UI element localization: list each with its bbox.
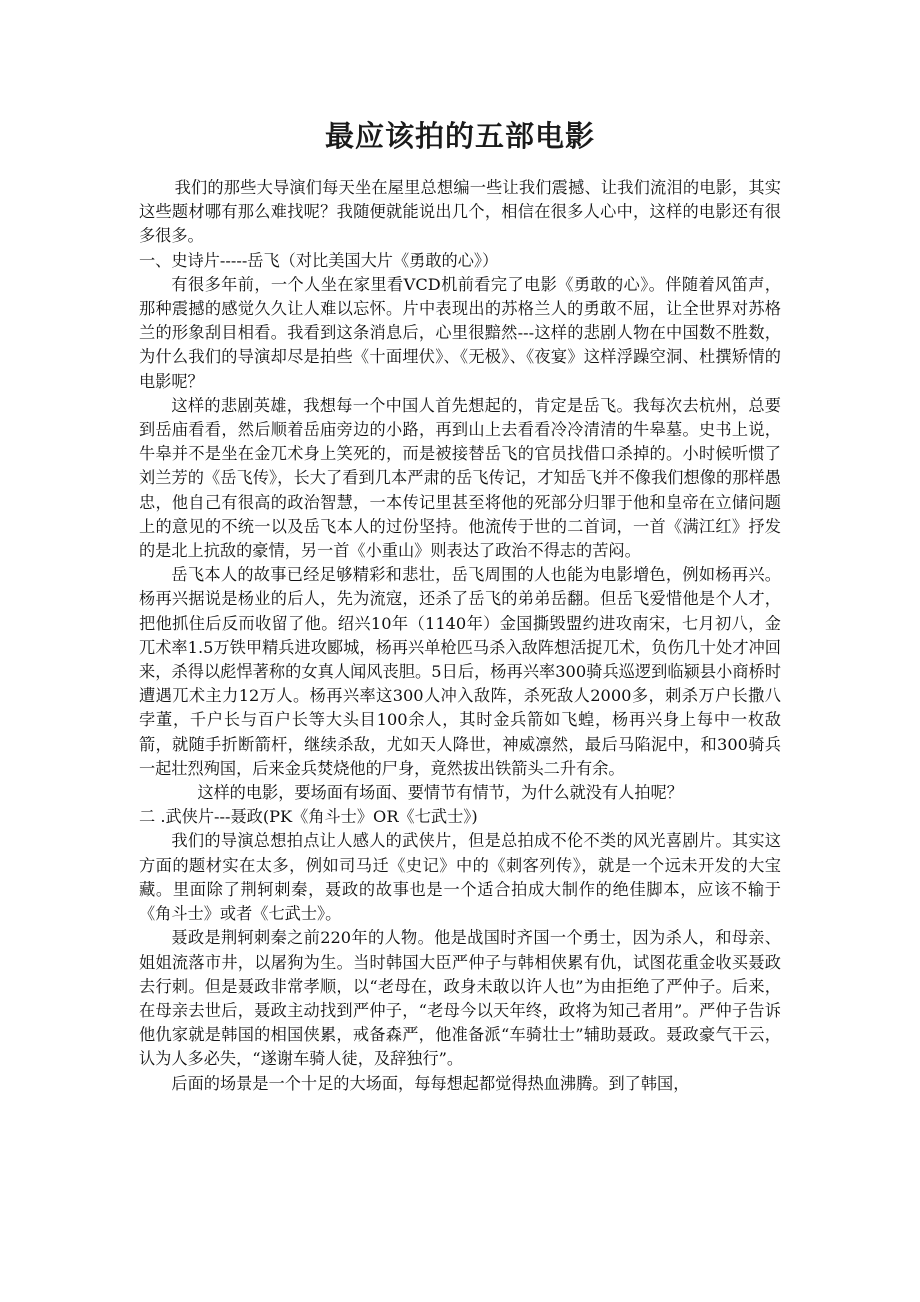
body-paragraph: 聂政是荆轲刺秦之前220年的人物。他是战国时齐国一个勇士，因为杀人，和母亲、姐姐流落市井，以屠狗为生。当时韩国大臣严仲子与韩相侠累有仇，试图花重金收买聂政去行刺。但是聂政非常孝顺，以“老母在，政身未敢以许人也”为由拒绝了严仲子。后来，在母亲去世后，聂政主动找到严仲子，“老母今以天年终，政将为知己者用”。严仲子告诉他仇家就是韩国的相国侠累，戒备森严，他准备派“车骑壮士”辅助聂政。聂政豪气干云，认为人多必失，“遂谢车骑人徒，及辞独行”。 <box>139 928 781 1069</box>
intro-paragraph: 我们的那些大导演们每天坐在屋里总想编一些让我们震撼、让我们流泪的电影，其实这些题材哪有那么难找呢？我随便就能说出几个，相信在很多人心中，这样的电影还有很多很多。 <box>139 178 781 246</box>
body-paragraph: 岳飞本人的故事已经足够精彩和悲壮，岳飞周围的人也能为电影增色，例如杨再兴。杨再兴据说是杨业的后人，先为流寇，还杀了岳飞的弟弟岳翻。但岳飞爱惜他是个人才，把他抓住后反而收留了他。绍兴10年（1140年）金国撕毁盟约进攻南宋，七月初八，金兀术率1.5万铁甲精兵进攻郾城，杨再兴单枪匹马杀入敌阵想活捉兀术，负伤几十处才冲回来，杀得以彪悍著称的女真人闻风丧胆。5日后，杨再兴率300骑兵巡逻到临颍县小商桥时遭遇兀术主力12万人。杨再兴率这300人冲入敌阵，杀死敌人2000多，刺杀万户长撒八孛董，千户长与百户长等大头目100余人，其时金兵箭如飞蝗，杨再兴身上每中一枚敌箭，就随手折断箭杆，继续杀敌，尤如天人降世，神威凛然，最后马陷泥中，和300骑兵一起壮烈殉国，后来金兵焚烧他的尸身，竟然拔出铁箭头二升有余。 <box>139 565 781 778</box>
body-paragraph: 后面的场景是一个十足的大场面，每每想起都觉得热血沸腾。到了韩国， <box>171 1073 690 1093</box>
section-heading-2: 二 .武侠片---聂政(PK《角斗士》OR《七武士》) <box>139 807 478 827</box>
document-page <box>139 118 781 1096</box>
body-paragraph: 这样的悲剧英雄，我想每一个中国人首先想起的，肯定是岳飞。我每次去杭州，总要到岳庙看看，然后顺着岳庙旁边的小路，再到山上去看看冷冷清清的牛皋墓。史书上说，牛皋并不是坐在金兀术身上笑死的，而是被接替岳飞的官员找借口杀掉的。小时候听惯了刘兰芳的《岳飞传》，长大了看到几本严肃的岳飞传记，才知岳飞并不像我们想像的那样愚忠，他自己有很高的政治智慧，一本传记里甚至将他的死部分归罪于他和皇帝在立储问题上的意见的不统一以及岳飞本人的过份坚持。他流传于世的二首词，一首《满江红》抒发的是北上抗敌的豪情，另一首《小重山》则表达了政治不得志的苦闷。 <box>139 395 781 561</box>
document-title: 最应该拍的五部电影 <box>324 119 595 153</box>
section-heading-1: 一、史诗片-----岳飞（对比美国大片《勇敢的心》） <box>139 250 499 270</box>
body-paragraph: 有很多年前，一个人坐在家里看VCD机前看完了电影《勇敢的心》。伴随着风笛声，那种震撼的感觉久久让人难以忘怀。片中表现出的苏格兰人的勇敢不屈，让全世界对苏格兰的形象刮目相看。我看到这条消息后，心里很黯然---这样的悲剧人物在中国数不胜数，为什么我们的导演却尽是拍些《十面埋伏》、《无极》、《夜宴》这样浮躁空洞、杜撰矫情的电影呢？ <box>139 274 781 391</box>
body-paragraph: 我们的导演总想拍点让人感人的武侠片，但是总拍成不伦不类的风光喜剧片。其实这方面的题材实在太多，例如司马迁《史记》中的《刺客列传》，就是一个远未开发的大宝藏。里面除了荆轲刺秦，聂政的故事也是一个适合拍成大制作的绝佳脚本，应该不输于《角斗士》或者《七武士》。 <box>139 831 781 924</box>
body-paragraph: 这样的电影，要场面有场面、要情节有情节，为什么就没有人拍呢？ <box>197 783 683 803</box>
